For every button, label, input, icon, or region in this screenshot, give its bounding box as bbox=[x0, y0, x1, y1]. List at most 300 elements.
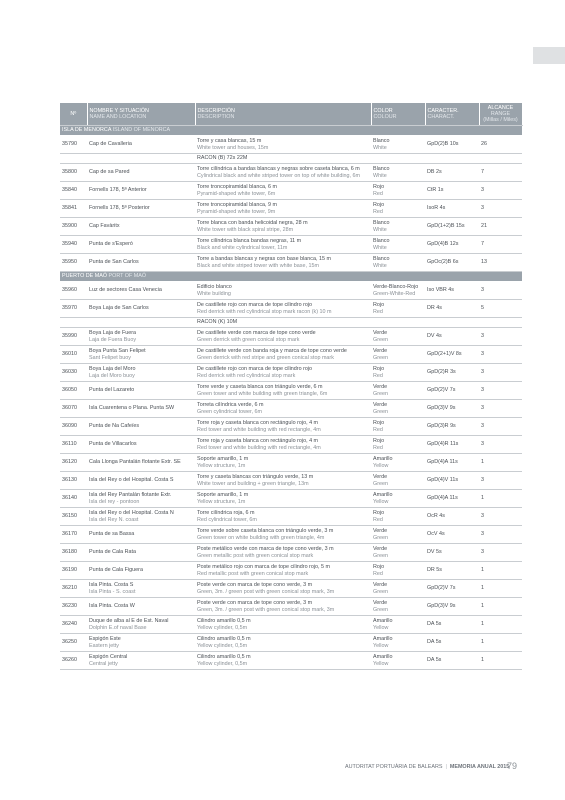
color-en: Red bbox=[373, 190, 383, 197]
description-es: Torre troncopiramidal blanca, 9 m bbox=[197, 202, 277, 209]
description-cell bbox=[195, 236, 371, 254]
description-en: Pyramid-shaped white tower, 9m bbox=[197, 208, 276, 215]
light-name: Boya Punta San Felipet bbox=[89, 348, 146, 355]
character: DA 5s bbox=[425, 616, 479, 634]
description-es: Torre a bandas blancas y negras con base blanca, 15 m bbox=[197, 256, 331, 263]
description-cell bbox=[195, 454, 371, 472]
table-row bbox=[60, 282, 522, 300]
color-en: Green-White-Red bbox=[373, 290, 416, 297]
light-number: 36260 bbox=[60, 652, 87, 670]
color-en: Green bbox=[373, 408, 388, 415]
light-name-cell bbox=[87, 490, 195, 508]
description-en: Green metallic post with green conical stop mark bbox=[197, 552, 314, 559]
character: GpOc(2)B 6s bbox=[425, 254, 479, 272]
color-es: Blanco bbox=[373, 166, 390, 173]
description-en: Green, 3m. / green post with green conical stop mark, 3m bbox=[197, 606, 335, 613]
color-es: Amarillo bbox=[373, 618, 393, 625]
range: 1 bbox=[479, 490, 522, 508]
description-en: Red derrick with red cylindrical stop mark racon (k) 10 m bbox=[197, 308, 332, 315]
description-en: White tower and houses, 15m bbox=[197, 144, 269, 151]
color-es: Amarillo bbox=[373, 492, 393, 499]
color-es: Blanco bbox=[373, 238, 390, 245]
description-es: Soporte amarillo, 1 m bbox=[197, 492, 249, 499]
color-es: Verde bbox=[373, 546, 388, 553]
light-name: Punta de Cala Figuera bbox=[89, 567, 143, 574]
light-name-cell bbox=[87, 136, 195, 154]
description-cell bbox=[195, 526, 371, 544]
light-name: Duque de alba al E de Est. Naval bbox=[89, 618, 169, 625]
racon-spacer bbox=[479, 154, 522, 164]
table-row bbox=[60, 508, 522, 526]
light-name: Isla Cuarentena o Plana. Punta SW bbox=[89, 405, 175, 412]
color-es: Blanco bbox=[373, 138, 390, 145]
character: DB 2s bbox=[425, 164, 479, 182]
description-cell bbox=[195, 164, 371, 182]
color-en: Yellow bbox=[373, 624, 389, 631]
color-cell bbox=[371, 616, 425, 634]
color-en: Green bbox=[373, 552, 388, 559]
light-number: 35900 bbox=[60, 218, 87, 236]
character: DA 5s bbox=[425, 652, 479, 670]
light-number: 36250 bbox=[60, 634, 87, 652]
header-no: Nº bbox=[60, 103, 87, 126]
description-cell bbox=[195, 382, 371, 400]
color-cell bbox=[371, 164, 425, 182]
description-es: Torre cilíndrica roja, 6 m bbox=[197, 510, 255, 517]
light-name: Espigón Central bbox=[89, 654, 128, 661]
table-row bbox=[60, 472, 522, 490]
range: 3 bbox=[479, 544, 522, 562]
light-name-en: Sant Felipet buoy bbox=[89, 354, 131, 361]
light-number: 36190 bbox=[60, 562, 87, 580]
description-es: Torre blanca con banda helicoidal negra, 28 m bbox=[197, 220, 308, 227]
description-es: De castillete verde con banda roja y marca de tope cono verde bbox=[197, 348, 347, 355]
range: 3 bbox=[479, 508, 522, 526]
color-en: Green bbox=[373, 588, 388, 595]
color-en: Yellow bbox=[373, 498, 389, 505]
range: 3 bbox=[479, 200, 522, 218]
range: 3 bbox=[479, 436, 522, 454]
character: OcV 4s bbox=[425, 526, 479, 544]
description-en: Yellow structure, 1m bbox=[197, 462, 246, 469]
table-row bbox=[60, 634, 522, 652]
description-cell bbox=[195, 490, 371, 508]
range: 1 bbox=[479, 562, 522, 580]
light-number: 36030 bbox=[60, 364, 87, 382]
light-name-en: Eastern jetty bbox=[89, 642, 119, 649]
footer-report: MEMORIA ANUAL 2015 bbox=[449, 764, 510, 770]
page-number: 79 bbox=[507, 761, 518, 771]
color-es: Amarillo bbox=[373, 636, 393, 643]
light-name: Punta de Na Cafeïes bbox=[89, 423, 140, 430]
description-cell bbox=[195, 580, 371, 598]
character: GpD(2+1)V 8s bbox=[425, 346, 479, 364]
character: GpD(4)R 11s bbox=[425, 436, 479, 454]
table-row bbox=[60, 580, 522, 598]
color-en: White bbox=[373, 262, 387, 269]
description-en: Green derrick with green conical stop mark bbox=[197, 336, 300, 343]
section-title bbox=[60, 272, 522, 282]
color-cell bbox=[371, 200, 425, 218]
light-name: Punta de Cala Rata bbox=[89, 549, 137, 556]
table-row bbox=[60, 328, 522, 346]
color-en: Green bbox=[373, 390, 388, 397]
description-es: Edificio blanco bbox=[197, 284, 232, 291]
light-number: 36230 bbox=[60, 598, 87, 616]
range: 3 bbox=[479, 282, 522, 300]
table-row bbox=[60, 544, 522, 562]
range: 3 bbox=[479, 328, 522, 346]
description-en: Red derrick with red cylindrical stop mark bbox=[197, 372, 296, 379]
light-number: 36010 bbox=[60, 346, 87, 364]
light-name-cell bbox=[87, 328, 195, 346]
color-cell bbox=[371, 236, 425, 254]
description-es: Torre cilíndrica blanca bandas negras, 11 m bbox=[197, 238, 302, 245]
racon-spacer bbox=[425, 318, 479, 328]
color-cell bbox=[371, 400, 425, 418]
light-name-cell bbox=[87, 436, 195, 454]
light-name-en: Dolphin E.of naval Base bbox=[89, 624, 147, 631]
character: GpD(4)V 11s bbox=[425, 472, 479, 490]
color-es: Verde-Blanco-Rojo bbox=[373, 284, 419, 291]
table-row bbox=[60, 526, 522, 544]
description-es: Torre troncopiramidal blanca, 6 m bbox=[197, 184, 277, 191]
range: 1 bbox=[479, 634, 522, 652]
description-cell bbox=[195, 328, 371, 346]
light-number: 36110 bbox=[60, 436, 87, 454]
color-es: Rojo bbox=[373, 510, 385, 517]
racon-spacer bbox=[87, 154, 195, 164]
character: GpD(4)B 12s bbox=[425, 236, 479, 254]
color-en: White bbox=[373, 172, 387, 179]
color-cell bbox=[371, 526, 425, 544]
description-en: Red metallic post with green conical stop mark bbox=[197, 570, 309, 577]
color-en: Red bbox=[373, 570, 383, 577]
light-name-cell bbox=[87, 418, 195, 436]
light-name-cell bbox=[87, 164, 195, 182]
light-name-cell bbox=[87, 580, 195, 598]
light-name-cell bbox=[87, 200, 195, 218]
light-name-en: Laja del Moro buoy bbox=[89, 372, 135, 379]
section-title-es: ISLA DE MENORCA bbox=[62, 127, 112, 134]
light-number: 35940 bbox=[60, 236, 87, 254]
light-name-en: Laja de Fuera Buoy bbox=[89, 336, 137, 343]
light-number: 35800 bbox=[60, 164, 87, 182]
table-row bbox=[60, 164, 522, 182]
light-name: Cap de Cavalleria bbox=[89, 141, 132, 148]
description-cell bbox=[195, 200, 371, 218]
description-cell bbox=[195, 436, 371, 454]
character: GpD(3)R 9s bbox=[425, 418, 479, 436]
range: 3 bbox=[479, 400, 522, 418]
color-es: Verde bbox=[373, 600, 388, 607]
table-header bbox=[60, 103, 522, 126]
character: DV 4s bbox=[425, 328, 479, 346]
description-en: Red tower and white building with red rectangle, 4m bbox=[197, 444, 321, 451]
light-name-cell bbox=[87, 472, 195, 490]
color-es: Rojo bbox=[373, 420, 385, 427]
light-name: Isla del Rey o del Hospital. Costa N bbox=[89, 510, 174, 517]
color-es: Verde bbox=[373, 528, 388, 535]
table-row bbox=[60, 598, 522, 616]
description-cell bbox=[195, 418, 371, 436]
character: GpD(3)V 9s bbox=[425, 598, 479, 616]
light-number: 36140 bbox=[60, 490, 87, 508]
light-name-cell bbox=[87, 218, 195, 236]
color-en: Red bbox=[373, 444, 383, 451]
color-en: Yellow bbox=[373, 642, 389, 649]
light-name-en: Isla del rey - pontoon bbox=[89, 498, 140, 505]
light-number: 36070 bbox=[60, 400, 87, 418]
description-es: Torre verde y caseta blanca con triángulo verde, 6 m bbox=[197, 384, 323, 391]
color-es: Rojo bbox=[373, 366, 385, 373]
description-cell bbox=[195, 544, 371, 562]
racon-row bbox=[60, 154, 522, 164]
color-cell bbox=[371, 300, 425, 318]
description-cell bbox=[195, 182, 371, 200]
color-es: Verde bbox=[373, 348, 388, 355]
color-cell bbox=[371, 598, 425, 616]
color-es: Verde bbox=[373, 402, 388, 409]
table-row bbox=[60, 436, 522, 454]
racon-spacer bbox=[87, 318, 195, 328]
description-es: Cilindro amarillo 0,5 m bbox=[197, 636, 251, 643]
light-number: 35840 bbox=[60, 182, 87, 200]
light-name-cell bbox=[87, 526, 195, 544]
description-en: Cylindrical black and white striped tower on top of white building, 6m bbox=[197, 172, 361, 179]
description-cell bbox=[195, 508, 371, 526]
description-cell bbox=[195, 282, 371, 300]
color-cell bbox=[371, 182, 425, 200]
table-row bbox=[60, 254, 522, 272]
light-name: Luz de sectores Casa Venecia bbox=[89, 287, 162, 294]
racon-text: RACON (K) 10M bbox=[195, 318, 371, 328]
range: 1 bbox=[479, 580, 522, 598]
description-es: Torre y casa blancas, 15 m bbox=[197, 138, 262, 145]
light-name-cell bbox=[87, 236, 195, 254]
footer-separator: | bbox=[445, 764, 447, 770]
color-es: Rojo bbox=[373, 302, 385, 309]
section-title-en: ISLAND OF MENORCA bbox=[112, 127, 171, 134]
table-row bbox=[60, 454, 522, 472]
description-es: Torre cilíndrica a bandas blancas y negras sobre caseta blanca, 6 m bbox=[197, 166, 360, 173]
description-es: Torre verde sobre caseta blanca con triángulo verde, 3 m bbox=[197, 528, 334, 535]
color-en: Green bbox=[373, 534, 388, 541]
table-row bbox=[60, 616, 522, 634]
light-name-cell bbox=[87, 562, 195, 580]
character: DA 5s bbox=[425, 634, 479, 652]
character: Iso VBR 4s bbox=[425, 282, 479, 300]
light-name: Boya Laja del Moro bbox=[89, 366, 136, 373]
light-name-cell bbox=[87, 400, 195, 418]
color-cell bbox=[371, 508, 425, 526]
description-cell bbox=[195, 598, 371, 616]
light-number: 36090 bbox=[60, 418, 87, 436]
light-number: 35950 bbox=[60, 254, 87, 272]
color-es: Verde bbox=[373, 384, 388, 391]
color-en: Green bbox=[373, 480, 388, 487]
description-cell bbox=[195, 300, 371, 318]
character: DR 4s bbox=[425, 300, 479, 318]
color-es: Rojo bbox=[373, 438, 385, 445]
table-row bbox=[60, 364, 522, 382]
description-cell bbox=[195, 254, 371, 272]
light-name-cell bbox=[87, 508, 195, 526]
light-name-cell bbox=[87, 454, 195, 472]
light-number: 36130 bbox=[60, 472, 87, 490]
light-name: Punta de sa Bassa bbox=[89, 531, 135, 538]
color-cell bbox=[371, 490, 425, 508]
racon-row bbox=[60, 318, 522, 328]
description-en: Green derrick with red stripe and green conical stop mark bbox=[197, 354, 334, 361]
range: 5 bbox=[479, 300, 522, 318]
racon-spacer bbox=[371, 154, 425, 164]
color-es: Verde bbox=[373, 474, 388, 481]
description-cell bbox=[195, 364, 371, 382]
character: IsoR 4s bbox=[425, 200, 479, 218]
range: 7 bbox=[479, 164, 522, 182]
description-cell bbox=[195, 346, 371, 364]
description-cell bbox=[195, 218, 371, 236]
character: GpD(3)V 9s bbox=[425, 400, 479, 418]
description-en: Pyramid-shaped white tower, 6m bbox=[197, 190, 276, 197]
color-cell bbox=[371, 472, 425, 490]
color-es: Verde bbox=[373, 330, 388, 337]
light-name-cell bbox=[87, 300, 195, 318]
color-en: Green bbox=[373, 336, 388, 343]
light-number: 36180 bbox=[60, 544, 87, 562]
header-name: NOMBRE Y SITUACIÓN NAME AND LOCATION bbox=[87, 103, 195, 126]
description-cell bbox=[195, 562, 371, 580]
range: 13 bbox=[479, 254, 522, 272]
table-row bbox=[60, 182, 522, 200]
light-name-cell bbox=[87, 598, 195, 616]
light-number: 36170 bbox=[60, 526, 87, 544]
description-es: Torre roja y caseta blanca con rectángulo rojo, 4 m bbox=[197, 420, 319, 427]
light-name: Isla Pinta. Costa S bbox=[89, 582, 134, 589]
light-name: Isla del Rey Pantalán flotante Extr. bbox=[89, 492, 172, 499]
light-number: 36210 bbox=[60, 580, 87, 598]
color-es: Rojo bbox=[373, 184, 385, 191]
character: DR 5s bbox=[425, 562, 479, 580]
light-name: Punta de Villacarlos bbox=[89, 441, 137, 448]
light-number: 36050 bbox=[60, 382, 87, 400]
description-es: De castillete rojo con marca de tope cilindro rojo bbox=[197, 366, 313, 373]
section-title-es: PUERTO DE MAÓ bbox=[62, 273, 108, 280]
range: 3 bbox=[479, 418, 522, 436]
light-name: Espigón Este bbox=[89, 636, 121, 643]
light-name: Punta del Lazareto bbox=[89, 387, 135, 394]
description-es: Soporte amarillo, 1 m bbox=[197, 456, 249, 463]
light-name: Punta de s'Esperó bbox=[89, 241, 133, 248]
racon-text: RACON (B) 72s 22M bbox=[195, 154, 371, 164]
light-name-cell bbox=[87, 346, 195, 364]
table-row bbox=[60, 236, 522, 254]
color-cell bbox=[371, 136, 425, 154]
color-en: Red bbox=[373, 208, 383, 215]
description-es: Cilindro amarillo 0,5 m bbox=[197, 654, 251, 661]
range: 3 bbox=[479, 346, 522, 364]
description-es: Torreta cilíndrica verde, 6 m bbox=[197, 402, 264, 409]
description-es: Poste verde con marca de tope cono verde, 3 m bbox=[197, 582, 313, 589]
light-number: 36120 bbox=[60, 454, 87, 472]
table-row bbox=[60, 382, 522, 400]
description-cell bbox=[195, 652, 371, 670]
range: 7 bbox=[479, 236, 522, 254]
character: GpD(2)V 7s bbox=[425, 382, 479, 400]
description-en: Yellow structure, 1m bbox=[197, 498, 246, 505]
color-cell bbox=[371, 364, 425, 382]
light-name: Boya Laja de Fuera bbox=[89, 330, 137, 337]
light-name: Fornells 178, 5ª Anterior bbox=[89, 187, 147, 194]
light-name-en: Isla Pinta - S. coast bbox=[89, 588, 136, 595]
range: 21 bbox=[479, 218, 522, 236]
character: GpD(2)B 10s bbox=[425, 136, 479, 154]
description-es: De castillete verde con marca de tope cono verde bbox=[197, 330, 316, 337]
range: 3 bbox=[479, 526, 522, 544]
light-name: Punta de San Carlos bbox=[89, 259, 139, 266]
description-es: De castillete rojo con marca de tope cilindro rojo bbox=[197, 302, 313, 309]
light-name-en: Isla del Rey N. coast bbox=[89, 516, 139, 523]
color-es: Verde bbox=[373, 582, 388, 589]
character: GpD(2)R 3s bbox=[425, 364, 479, 382]
description-en: Black and white striped tower with white base, 15m bbox=[197, 262, 319, 269]
range: 1 bbox=[479, 652, 522, 670]
light-number: 36150 bbox=[60, 508, 87, 526]
description-en: Green cylindrical tower, 6m bbox=[197, 408, 263, 415]
description-cell bbox=[195, 400, 371, 418]
color-es: Blanco bbox=[373, 220, 390, 227]
light-name-cell bbox=[87, 634, 195, 652]
light-name-cell bbox=[87, 382, 195, 400]
color-en: Red bbox=[373, 516, 383, 523]
light-name-cell bbox=[87, 254, 195, 272]
description-en: Yellow cylinder, 0,5m bbox=[197, 624, 248, 631]
character: GpD(4)A 11s bbox=[425, 454, 479, 472]
section-row bbox=[60, 272, 522, 282]
color-es: Blanco bbox=[373, 256, 390, 263]
character: CtR 1s bbox=[425, 182, 479, 200]
description-es: Torre y caseta blancas con triángulo verde, 13 m bbox=[197, 474, 314, 481]
light-name-cell bbox=[87, 652, 195, 670]
light-name-cell bbox=[87, 544, 195, 562]
color-cell bbox=[371, 652, 425, 670]
table-row bbox=[60, 562, 522, 580]
character: GpD(2)V 7s bbox=[425, 580, 479, 598]
light-name-en: Central jetty bbox=[89, 660, 118, 667]
table-row bbox=[60, 300, 522, 318]
light-number: 35990 bbox=[60, 328, 87, 346]
table-row bbox=[60, 418, 522, 436]
character: GpD(4)A 11s bbox=[425, 490, 479, 508]
color-es: Amarillo bbox=[373, 654, 393, 661]
light-number: 35841 bbox=[60, 200, 87, 218]
color-en: Green bbox=[373, 354, 388, 361]
color-cell bbox=[371, 282, 425, 300]
color-cell bbox=[371, 436, 425, 454]
description-en: Green tower on white building with green triangle, 4m bbox=[197, 534, 325, 541]
color-cell bbox=[371, 580, 425, 598]
section-title bbox=[60, 126, 522, 136]
light-name: Isla del Rey o del Hospital. Costa S bbox=[89, 477, 174, 484]
description-cell bbox=[195, 136, 371, 154]
header-range: ALCANCE RANGE (Millas / Miles) bbox=[479, 103, 522, 126]
header-description: DESCRIPCIÓN DESCRIPTION bbox=[195, 103, 371, 126]
color-cell bbox=[371, 418, 425, 436]
range: 3 bbox=[479, 472, 522, 490]
racon-spacer bbox=[60, 154, 87, 164]
header-character: CARACTER. CHARACT. bbox=[425, 103, 479, 126]
